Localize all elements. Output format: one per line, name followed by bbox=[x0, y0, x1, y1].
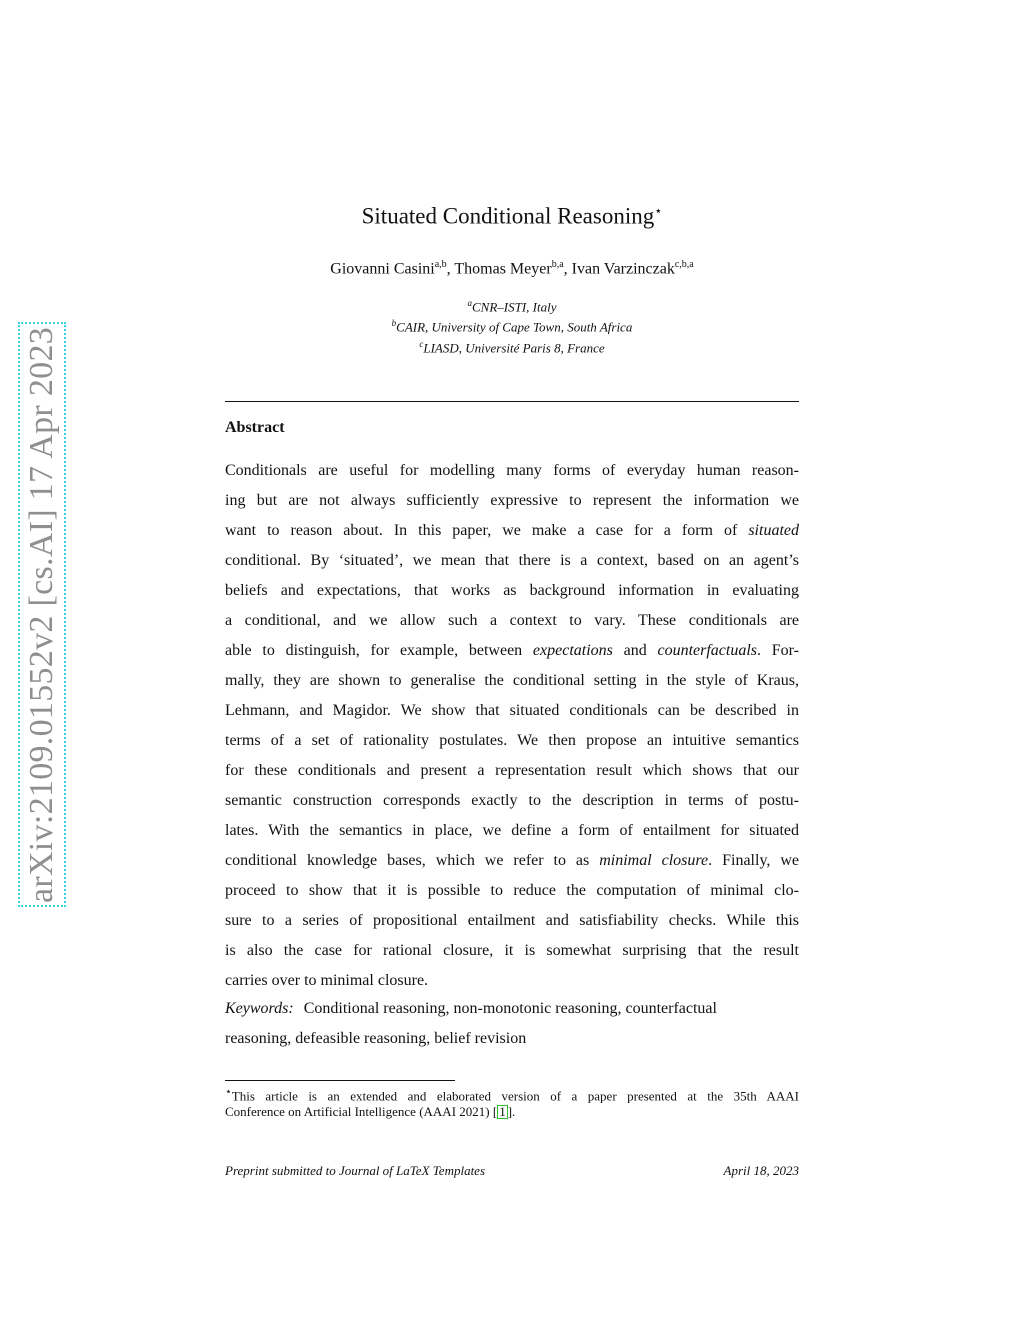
abstract-line: carries over to minimal closure. bbox=[225, 972, 429, 989]
abstract-line: terms of a set of rationality postulates. We then propose an intuitive semantics bbox=[225, 732, 799, 749]
author-name: Thomas Meyer bbox=[454, 260, 552, 278]
abstract-heading: Abstract bbox=[225, 419, 285, 436]
abstract-line: a conditional, and we allow such a context to vary. These conditionals are bbox=[225, 612, 799, 629]
abstract-line: Lehmann, and Magidor. We show that situated conditionals can be described in bbox=[225, 702, 799, 719]
footer-date: April 18, 2023 bbox=[723, 1163, 799, 1178]
abstract-line: is also the case for rational closure, it is somewhat surprising that the result bbox=[225, 942, 799, 959]
affiliation-item: $^b$CAIR, University of Cape Town, South Africa bbox=[391, 318, 633, 335]
abstract-line: sure to a series of propositional entailment and satisfiability checks. While this bbox=[225, 912, 799, 929]
abstract-line: Conditionals are useful for modelling many forms of everyday human reason- bbox=[225, 462, 799, 479]
arxiv-sidebar-stamp bbox=[18, 322, 66, 907]
author-affil: b,a bbox=[551, 259, 564, 270]
affiliation-item: $^a$CNR–ISTI, Italy bbox=[467, 298, 557, 315]
author-name: Giovanni Casini bbox=[330, 260, 435, 278]
affiliation-list bbox=[225, 295, 799, 356]
title-footnote-marker: ⋆ bbox=[654, 203, 663, 218]
footnote-marker: ⋆ bbox=[225, 1086, 232, 1098]
arxiv-identifier[interactable]: arXiv:2109.01552v2 [cs.AI] 17 Apr 2023 bbox=[23, 326, 60, 903]
abstract-line: for these conditionals and present a representation result which shows that our bbox=[225, 762, 799, 779]
citation-link[interactable]: 1 bbox=[499, 1104, 506, 1120]
affiliation-item: $^c$LIASD, Université Paris 8, France bbox=[419, 338, 605, 355]
abstract-line: mally, they are shown to generalise the conditional setting in the style of Kraus, bbox=[225, 672, 799, 689]
emphasis-minimal-closure: minimal closure bbox=[599, 852, 709, 869]
abstract-top-rule bbox=[225, 401, 799, 402]
abstract-line: semantic construction corresponds exactly to the description in terms of postu- bbox=[225, 792, 799, 809]
abstract-body bbox=[225, 456, 799, 996]
abstract-line: conditional knowledge bases, which we refer to as minimal closure. Finally, we bbox=[225, 852, 800, 869]
emphasis-expectations: expectations bbox=[532, 642, 613, 659]
emphasis-situated: situated bbox=[748, 522, 799, 539]
abstract-line: ing but are not always sufficiently expressive to represent the information we bbox=[225, 492, 799, 509]
keywords-block bbox=[225, 994, 799, 1054]
keywords-text: Conditional reasoning, non-monotonic reasoning, counterfactual bbox=[303, 1000, 717, 1017]
author-name: Ivan Varzinczak bbox=[571, 260, 675, 278]
page-footer bbox=[225, 1163, 799, 1179]
emphasis-counterfactuals: counterfactuals bbox=[657, 642, 758, 659]
author-affil: c,b,a bbox=[674, 259, 694, 270]
footer-journal: Preprint submitted to Journal of LaTeX Templates bbox=[225, 1163, 486, 1178]
author-list: Giovanni Casini$^{a,b}$, Thomas Meyer$^{b,a}$, Ivan Varzinczak$^{c,b,a}$ bbox=[330, 259, 694, 278]
footnote-rule bbox=[225, 1080, 455, 1081]
author-affil: a,b bbox=[434, 259, 447, 270]
abstract-line: able to distinguish, for example, between expectations and counterfactuals. For- bbox=[225, 642, 800, 659]
abstract-line: want to reason about. In this paper, we make a case for a form of situated bbox=[225, 522, 799, 539]
keywords-text: reasoning, defeasible reasoning, belief revision bbox=[225, 1030, 527, 1047]
abstract-line: lates. With the semantics in place, we define a form of entailment for situated bbox=[225, 822, 799, 839]
keywords-label: Keywords: bbox=[225, 1000, 294, 1017]
abstract-line: beliefs and expectations, that works as background information in evaluating bbox=[225, 582, 799, 599]
title-text: Situated Conditional Reasoning bbox=[361, 203, 655, 229]
paper-title bbox=[225, 203, 799, 230]
footnote: ⋆This article is an extended and elaborated version of a paper presented at the 35th AAAI Conference on Artificial Intelligence (AAAI 2021) [ 1 ]. bbox=[225, 1086, 799, 1120]
abstract-line: conditional. By ‘situated’, we mean that there is a context, based on an agent’s bbox=[225, 552, 799, 569]
abstract-line: proceed to show that it is possible to reduce the computation of minimal clo- bbox=[225, 882, 799, 899]
